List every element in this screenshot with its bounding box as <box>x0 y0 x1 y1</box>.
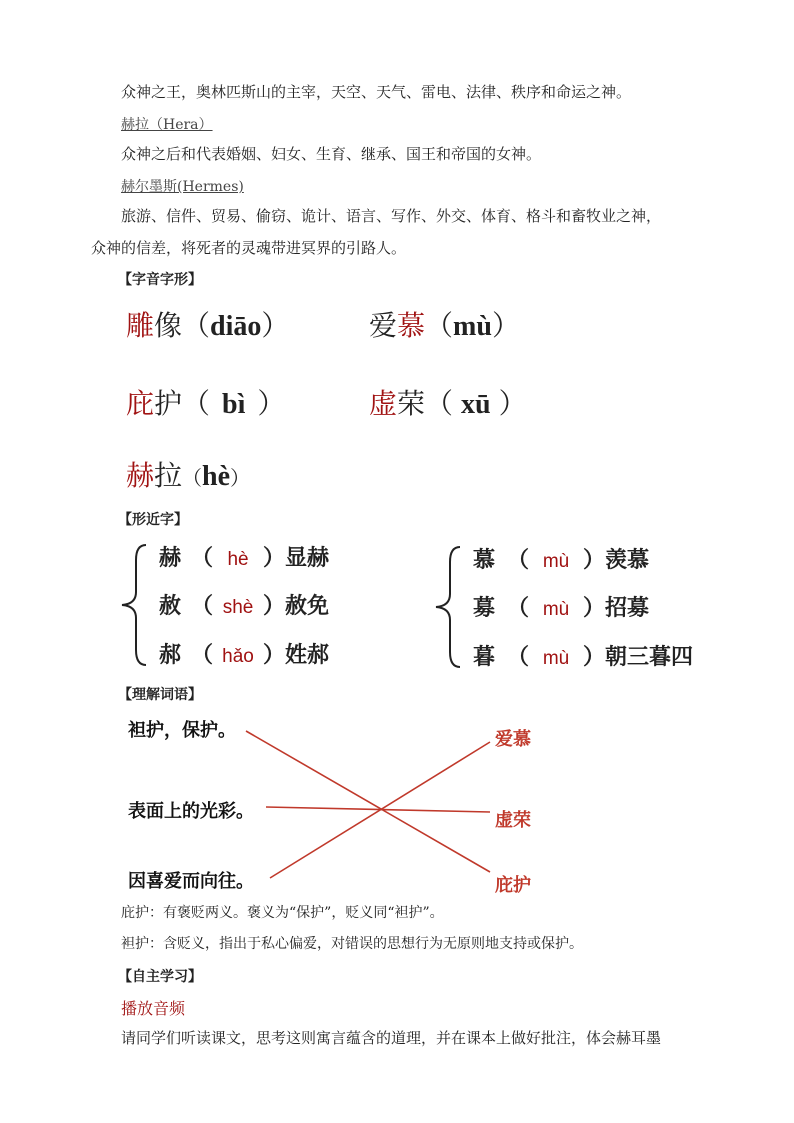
pronunciation-item: 雕像（diāo） <box>126 309 290 342</box>
pronunciation-item: 虚荣（ xū ） <box>369 387 527 420</box>
pronunciation-item: 庇护（ bì ） <box>126 387 286 420</box>
play-audio-link[interactable]: 播放音频 <box>121 999 186 1018</box>
hera-link[interactable]: 赫拉（Hera） <box>121 117 213 133</box>
hera-description: 众神之后和代表婚姻、妇女、生育、继承、国王和帝国的女神。 <box>121 145 542 163</box>
section-heading-similar-characters: 【形近字】 <box>118 512 188 528</box>
hermes-description-line2: 众神的信差，将死者的灵魂带进冥界的引路人。 <box>91 239 407 257</box>
similar-char-row: 赫 （ hè ）显赫 <box>159 545 330 571</box>
definition-item: 因喜爱而向往。 <box>128 871 254 892</box>
similar-char-row: 暮 （ mù ）朝三暮四 <box>473 644 694 670</box>
similar-char-row: 慕 （ mù ）羡慕 <box>473 547 650 573</box>
vocab-word: 爱慕 <box>495 729 531 750</box>
vocab-word: 庇护 <box>495 875 531 896</box>
similar-char-row: 赦 （ shè ）赦免 <box>159 593 330 619</box>
pronunciation-item: 爱慕（mù） <box>369 309 520 342</box>
section-heading-self-study: 【自主学习】 <box>118 969 202 985</box>
similar-char-row: 募 （ mù ）招募 <box>473 595 650 621</box>
vocab-note: 庇护：有褒贬两义。褒义为“保护”，贬义同“袒护”。 <box>121 905 444 921</box>
pronunciation-item: 赫拉（hè） <box>126 459 251 492</box>
definition-item: 袒护，保护。 <box>128 720 236 741</box>
hermes-description-line1: 旅游、信件、贸易、偷窃、诡计、语言、写作、外交、体育、格斗和畜牧业之神， <box>121 207 662 225</box>
section-heading-vocabulary: 【理解词语】 <box>118 687 202 703</box>
similar-char-row: 郝 （ hǎo ）姓郝 <box>159 642 330 668</box>
vocab-note: 袒护：含贬义，指出于私心偏爱，对错误的思想行为无原则地支持或保护。 <box>121 936 583 952</box>
section-heading-pronunciation: 【字音字形】 <box>118 272 202 288</box>
zeus-description: 众神之王，奥林匹斯山的主宰，天空、天气、雷电、法律、秩序和命运之神。 <box>121 83 632 101</box>
definition-item: 表面上的光彩。 <box>128 801 254 822</box>
hermes-link[interactable]: 赫尔墨斯(Hermes) <box>121 179 244 195</box>
vocab-word: 虚荣 <box>495 810 531 831</box>
study-instruction: 请同学们听读课文，思考这则寓言蕴含的道理，并在课本上做好批注，体会赫耳墨 <box>121 1029 662 1047</box>
